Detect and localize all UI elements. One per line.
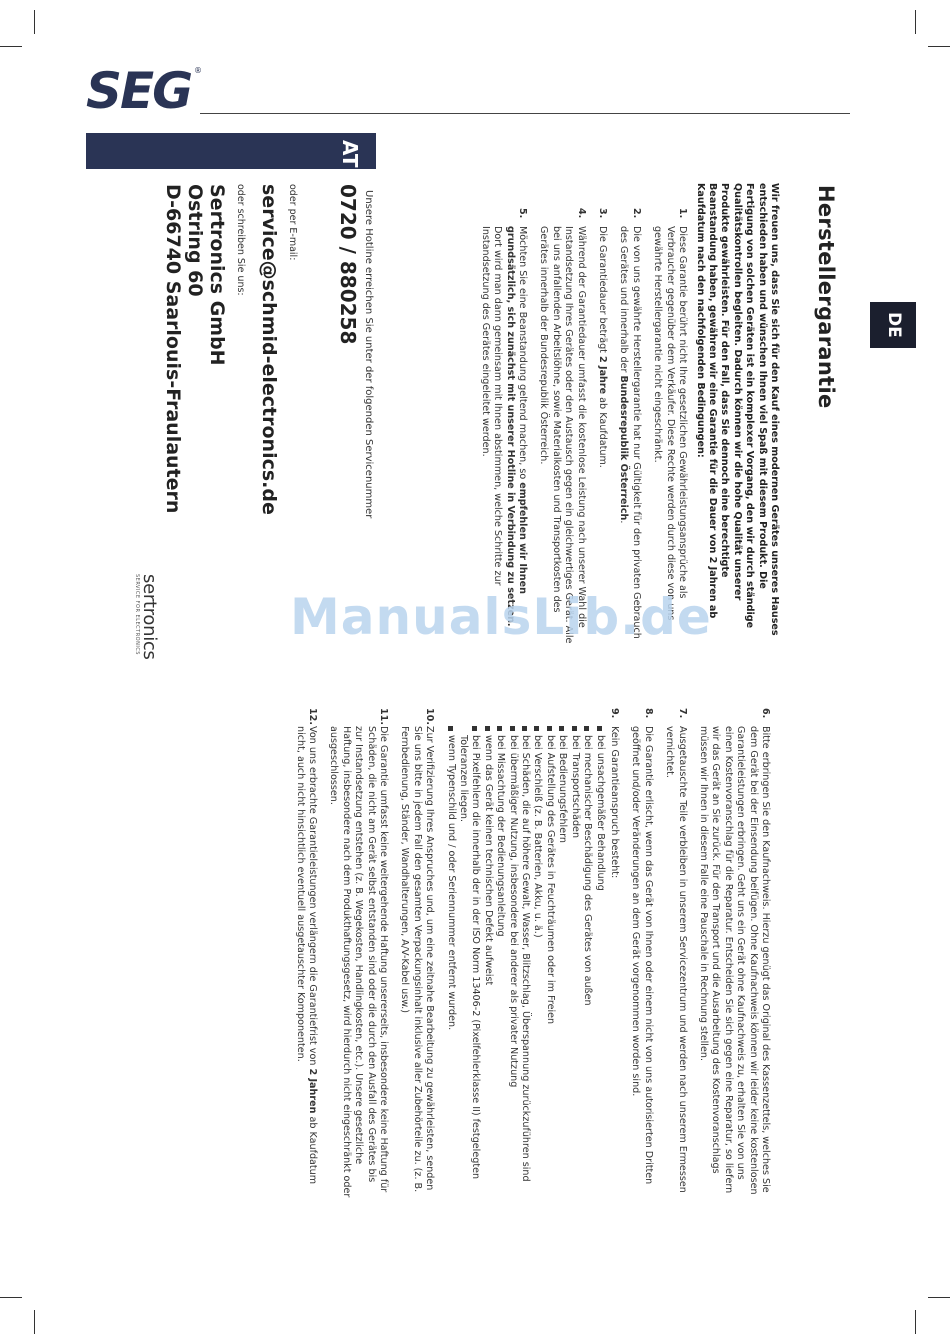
term-item: 4. Während der Garantiedauer umfasst die kostenlose Leistung nach unserer Wahl die Instandsetzung Ihres Gerätes oder den Austausch gegen ein gleichwertiges Gerät. Alle bei uns anfallenden Arbeitslöhne, sowie Materialkosten und Transportkosten des Gerätes innerhalb der Bundesrepublik Österreich. — [538, 208, 587, 644]
language-tab-label: DE — [884, 312, 904, 338]
list-item: bei übermäßiger Nutzung, insbesondere bei anderer als privater Nutzung — [506, 726, 518, 1198]
hotline-phone: 0720 / 880258 — [336, 184, 360, 345]
list-item: wenn das Gerät keinen technischen Defekt aufweist — [481, 726, 493, 1198]
term-item: 1. Diese Garantie berührt nicht Ihre gesetzlichen Gewährleistungsansprüche als Verbraucher gegenüber dem Verkäufer. Diese Rechte werden durch diese von uns gewährte Herstellergarantie nicht eingeschränkt. — [652, 208, 688, 621]
list-item: bei Aufstellung des Gerätes in Feuchträumen oder im Freien — [544, 726, 556, 1198]
crop-mark — [928, 46, 950, 47]
email-label: oder per E-mail: — [287, 184, 298, 261]
hotline-label-wrap — [363, 190, 374, 518]
crop-mark — [915, 1310, 916, 1334]
country-code: AT — [338, 140, 362, 168]
exclusion-list — [444, 726, 605, 1198]
address-line: Sertronics GmbH — [206, 184, 228, 366]
list-item: bei Pixelfehlern die innerhalb der in der ISO Norm 13406-2 (Pixelfehlerklasse II) festgelegten Toleranzen liegen. — [457, 726, 482, 1198]
term-item: 9. Kein Garantieanspruch besteht: bei unsachgemäßer Behandlung bei mechanischer Beschädigung des Gerätes von außen bei Transportschäden bei Bedienungsfehlern bei Aufstellung des Gerätes in Feuchträumen oder im Freien bei Verschleiß (z. B. Batterien, Akku, u. ä.) bei Schäden, die auf höhere Gewalt, Wasser, Blitzschlag, Überspannung zurückzuführen sind bei übermäßiger Nutzung, insbesondere bei anderer als privater Nutzung bei Missachtung der Bedienungsanleitung wenn das Gerät keinen technischen Defekt aufweist bei Pixelfehlern die innerhalb der in der ISO Norm 13406-2 (Pixelfehlerklasse II) festgelegten Toleranzen liegen. wenn Typenschild und / oder Seriennummer entfernt wurden. — [444, 708, 620, 1198]
country-wrap — [338, 140, 362, 168]
list-item: bei Missachtung der Bedienungsanleitung — [494, 726, 506, 1198]
registered-mark: ® — [194, 66, 202, 75]
term-item: 12. Von uns erbrachte Garantieleistungen verlängern die Garantiefrist von 2 Jahren ab Kaufdatum nicht, auch nicht hinsichtlich eventuell ausgetauschter Komponenten. — [294, 708, 318, 1185]
intro-wrap — [693, 183, 780, 643]
list-item: bei mechanischer Beschädigung des Gerätes von außen — [581, 726, 593, 1198]
sertronics-tagline: SERVICE FOR ELECTRONICS — [134, 574, 140, 655]
term-item: 2. Die von uns gewährte Herstellergarantie hat nur Gültigkeit für den privaten Gebrauch des Gerätes und innerhalb der Bundesrepublik Österreich. — [618, 208, 642, 639]
term-item: 3. Die Garantiedauer beträgt 2 Jahre ab Kaufdatum. — [596, 208, 608, 468]
intro-paragraph: Wir freuen uns, dass Sie sich für den Kauf eines modernen Gerätes unseres Hauses entschieden haben und wünschen Ihnen viel Spaß mit diesem Produkt. Die Fertigung von solchen Geräten ist ein komplexer Vorgang, den wir durch ständige Qualitätskontrollen begleiten. Dadurch können wir die hohe Qualität unserer Produkte gewährleisten. Für den Fall, dass Sie dennoch eine berechtigte Beanstandung haben, gewähren wir eine Garantie für die Dauer von 2 Jahren ab Kaufdatum nach den nachfolgenden Bedingungen: — [694, 183, 780, 636]
service-email[interactable]: service@schmid-electronics.de — [258, 184, 280, 515]
crop-mark — [0, 1297, 22, 1298]
hotline-label: Unsere Hotline erreichen Sie unter der folgenden Servicenummer — [363, 190, 374, 519]
phone-wrap — [336, 184, 360, 344]
crop-mark — [0, 46, 22, 47]
address-line: D-66740 Saarlouis-Fraulautern — [162, 184, 184, 514]
terms-list-left — [469, 208, 688, 648]
seg-logo-text: SEG — [86, 62, 192, 120]
list-item: bei Verschleiß (z. B. Batterien, Akku, u. ä.) — [531, 726, 543, 1198]
seg-logo — [86, 62, 202, 120]
address-line: Ostring 60 — [184, 184, 206, 297]
list-item: bei Transportschäden — [568, 726, 580, 1198]
list-item: bei unsachgemäßer Behandlung — [593, 726, 605, 1198]
crop-mark — [928, 1297, 950, 1298]
page-title: Herstellergarantie — [814, 185, 838, 409]
term-item: 11. Die Garantie umfasst keine weitergehende Haftung unsererseits, insbesondere keine Haftung für Schäden, die nicht am Gerät selbst entstanden sind oder die durch den Ausfall des Gerätes bis zur Instandsetzung entstehen (z. B. Wegekosten, Handlingkosten, etc.). Unsere gesetzliche Haftung, insbesondere nach dem Produkthaftungsgesetz, wird hierdurch nicht eingeschränkt oder ausgeschlossen. — [328, 708, 390, 1198]
term-item: 10. Zur Verifizierung Ihres Anspruches und, um eine zeitnahe Bearbeitung zu gewährleisten, senden Sie uns bitte in jedem Fall den gesamten Verpackungsinhalt inklusive aller Zubehörteile zu. (z. B. Fernbedienung, Ständer, Wandhalterungen, A/V-Kabel usw.) — [399, 708, 436, 1193]
crop-mark — [34, 1310, 35, 1334]
terms-list-right — [284, 708, 771, 1198]
watermark-text: ManualsLib.de — [290, 588, 712, 646]
sertronics-logo — [134, 574, 158, 660]
term-item: 5. Möchten Sie eine Beanstandung geltend machen, so empfehlen wir Ihnen grundsätzlich, sich zunächst mit unserer Hotline in Verbindung zu setzen. Dort wird man dann gemeinsam mit Ihnen abstimmen, welche Schritte zur Instandsetzung des Gerätes eingeleitet werden. — [479, 208, 528, 627]
term-item: 7. Ausgetauschte Teile verbleiben in unserem Servicezentrum und werden nach unserem Ermessen vernichtet. — [664, 708, 688, 1193]
hotline-band — [86, 133, 376, 169]
term-item: 6. Bitte erbringen Sie den Kaufnachweis. Hierzu genügt das Original des Kassenzettels, welches Sie dem Gerät bei der Einsendung beifügen. Ohne Kaufnachweis können wir leider keine kostenlosen Garantieleistungen erbringen. Geht uns ein Gerät ohne Kaufnachweis zu, erhalten Sie von uns einen Kostenvoranschlag für die Reparatur. Entscheiden Sie sich gegen eine Reparatur, so liefern wir das Gerät an Sie zurück. Für den Transport und die Ausarbeitung des Kostenvoranschlags müssen wir Ihnen in diesem Falle eine Pauschale in Rechnung stellen. — [697, 708, 771, 1195]
term-item: 8. Die Garantie erlischt, wenn das Gerät von Ihnen oder einem nicht von uns autorisierten Dritten geöffnet und/oder Veränderungen an dem Gerät vorgenommen worden sind. — [630, 708, 654, 1185]
list-item: wenn Typenschild und / oder Seriennummer entfernt wurden. — [444, 726, 456, 1198]
write-label: oder schreiben Sie uns: — [235, 184, 246, 296]
header-rule — [200, 113, 850, 114]
list-item: bei Schäden, die auf höhere Gewalt, Wasser, Blitzschlag, Überspannung zurückzuführen sind — [519, 726, 531, 1198]
email-label-wrap — [287, 184, 298, 260]
sertronics-logo-text: sertronics — [139, 574, 160, 660]
list-item: bei Bedienungsfehlern — [556, 726, 568, 1198]
language-tab — [870, 302, 916, 348]
address-wrap — [162, 184, 228, 513]
write-label-wrap — [235, 184, 246, 296]
page-title-wrap — [814, 185, 838, 409]
crop-mark — [915, 10, 916, 34]
watermark — [290, 588, 712, 646]
crop-mark — [34, 10, 35, 34]
email-wrap — [258, 184, 280, 515]
